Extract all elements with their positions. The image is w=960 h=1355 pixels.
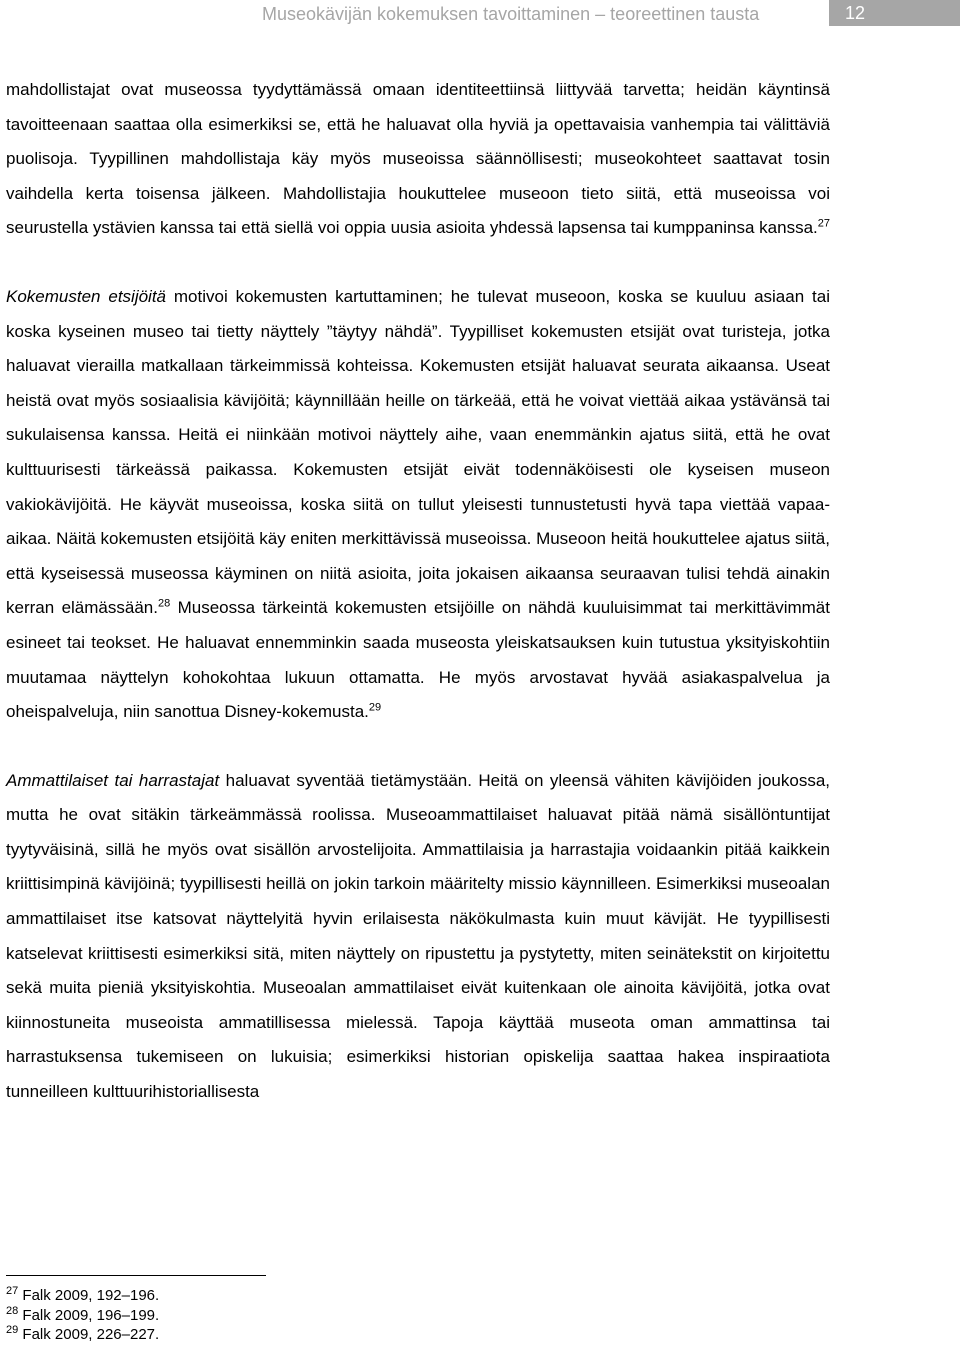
- paragraph-text: mahdollistajat ovat museossa tyydyttämässä omaan identiteettiinsä liittyvää tarvetta; heidän käyntinsä tavoitteenaan saattaa olla esimerkiksi se, että he haluavat olla hyviä ja opettavaisia vanhempia tai välittäviä puolisoja. Tyypillinen mahdollistaja käy myös museoissa säännöllisesti; museokohteet saattavat tosin vaihdella kerta toisensa jälkeen. Mahdollistajia houkuttelee museoon tieto siitä, että museoissa voi seurustella ystävien kanssa tai että siellä voi oppia uusia asioita yhdessä lapsensa tai kumppaninsa kanssa.: [6, 80, 830, 238]
- footnote-text: Falk 2009, 226–227.: [18, 1326, 160, 1343]
- paragraph-text: motivoi kokemusten kartuttaminen; he tulevat museoon, koska se kuuluu asiaan tai koska kyseinen museo tai tietty näyttely ”täytyy nähdä”. Tyypilliset kokemusten etsijät ovat turisteja, jotka haluavat vierailla matkallaan tärkeimmissä kohteissa. Kokemusten etsijät haluavat seurata aikaansa. Useat heistä ovat myös sosiaalisia kävijöitä; käynnillään heille on tärkeää, että he voivat viettää aikaa ystävänsä tai sukulaisensa kanssa. Heitä ei niinkään motivoi näyttely aihe, vaan enemmänkin ajatus siitä, että he ovat kulttuurisesti tärkeässä paikassa. Kokemusten etsijät eivät todennäköisesti ole kyseisen museon vakiokävijöitä. He käyvät museoissa, koska siitä on tullut yleisesti tunnustetusti hyvä tapa viettää vapaa-aikaa. Näitä kokemusten etsijöitä käy eniten merkittävissä museoissa. Museoon heitä houkuttelee ajatus siitä, että kyseisessä museossa käyminen on niitä asioita, joita jokaisen aikaansa seuraavan tulisi tehdä ainakin kerran elämässään.: [6, 286, 830, 618]
- paragraph-text: haluavat syventää tietämystään. Heitä on yleensä vähiten kävijöiden joukossa, mutta he ovat sitäkin tärkeämmässä roolissa. Museoammattilaiset haluavat pitää nämä sisällöntuntijat tyytyväisinä, sillä he myös ovat sisällön arvostelijoita. Ammattilaisia ja harrastajia voidaankin pitää kaikkein kriittisimpinä kävijöinä; tyypillisesti heillä on jokin tarkoin määritelty missio käynnilleen. Esimerkiksi museoalan ammattilaiset itse katsovat näyttelyitä hyvin erilaisesta näkökulmasta kuin muut kävijät. He tyypillisesti katselevat kriittisesti esimerkiksi sitä, miten näyttely on ripustettu ja pystytetty, miten seinätekstit on kirjoitettu sekä muita pieniä yksityiskohtia. Museoalan ammattilaiset eivät kuitenkaan ole ainoita kävijöitä, jotka ovat kiinnostuneita museoista ammatillisessa mielessä. Tapoja käyttää museota oman ammattinsa tai harrastuksensa tukemiseen on lukuisia; esimerkiksi historian opiskelija saattaa hakea inspiraatiota tunneilleen kulttuurihistoriallisesta: [6, 770, 831, 1102]
- running-title: Museokävijän kokemuksen tavoittaminen – teoreettinen tausta: [262, 4, 760, 24]
- body-text: [6, 73, 830, 1110]
- lead-term: Kokemusten etsijöitä: [6, 286, 167, 306]
- paragraph-kokemusten-etsijat: [6, 280, 830, 730]
- page-number-box: [829, 0, 960, 26]
- footnote-number: 27: [6, 1285, 19, 1297]
- page-number: 12: [845, 3, 866, 23]
- footnote-separator: [6, 1275, 266, 1276]
- paragraph-text-continued: Museossa tärkeintä kokemusten etsijöille on nähdä kuuluisimmat tai merkittävimmät esineet tai teokset. He haluavat ennemminkin saada museosta yleiskatsauksen kuin tutustua yksityiskohtiin muutamaa näyttelyn kohokohtaa lukuun ottamatta. He myös arvostavat hyvää asiakaspalvelua ja oheispalveluja, niin sanottua Disney-kokemusta.: [6, 598, 830, 722]
- page-header: [0, 0, 960, 30]
- footnotes: [6, 1286, 159, 1345]
- footnote-29: [6, 1325, 159, 1345]
- footnote-ref-28: 28: [157, 597, 171, 610]
- footnote-ref-29: 29: [368, 701, 382, 714]
- paragraph-ammattilaiset: [6, 764, 830, 1110]
- footnote-number: 28: [6, 1304, 19, 1317]
- footnote-ref-27: 27: [817, 217, 830, 230]
- lead-term: Ammattilaiset tai harrastajat: [6, 770, 220, 790]
- footnote-text: Falk 2009, 196–199.: [18, 1306, 160, 1324]
- footnote-text: Falk 2009, 192–196.: [18, 1287, 160, 1304]
- paragraph-mahdollistajat: [6, 73, 830, 246]
- footnote-28: [6, 1306, 159, 1326]
- footnote-number: 29: [6, 1324, 19, 1336]
- footnote-27: [6, 1286, 159, 1306]
